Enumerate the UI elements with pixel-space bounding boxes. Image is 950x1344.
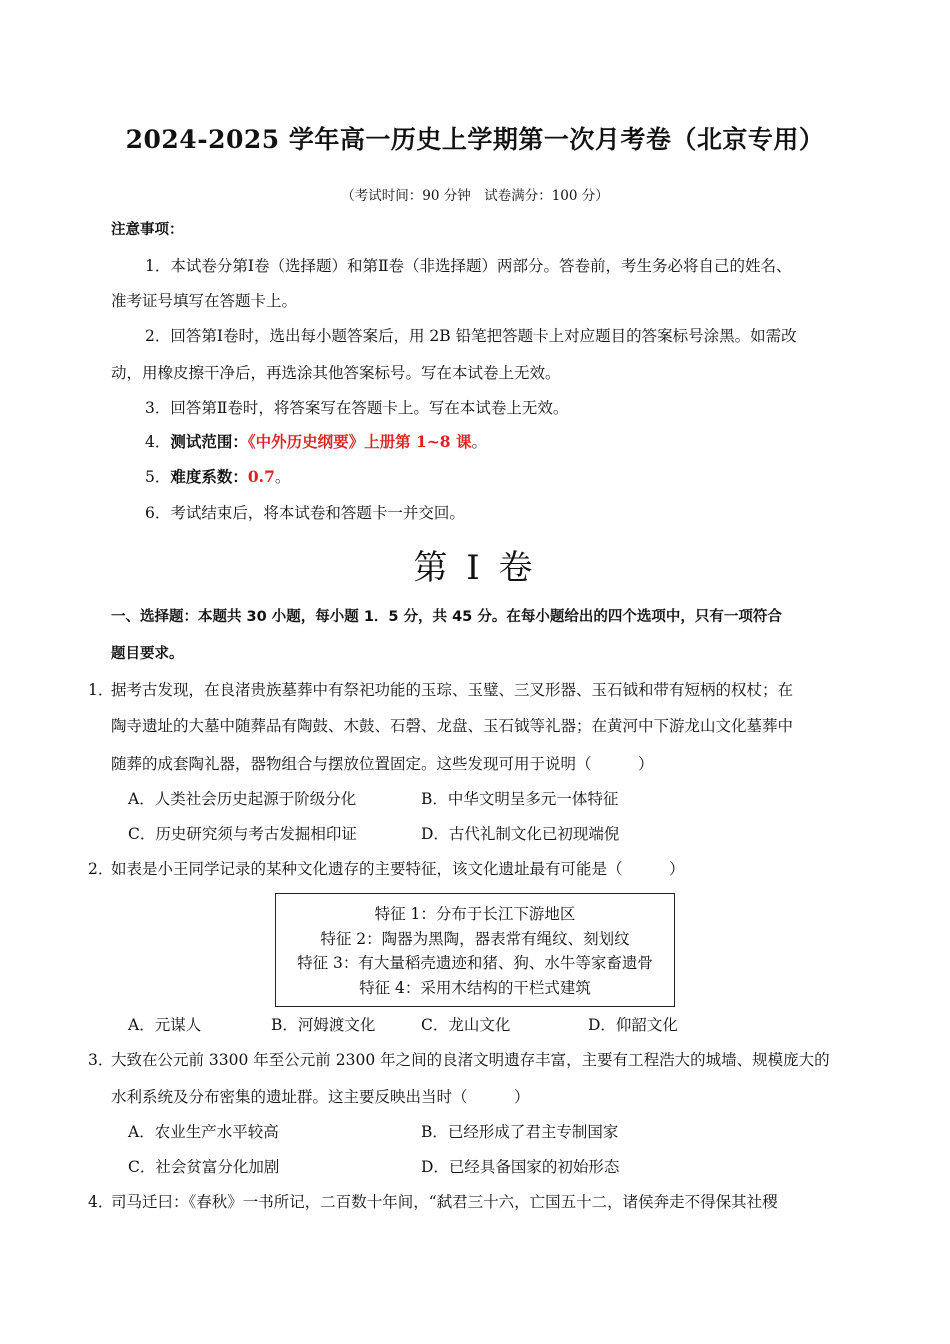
- question-3-text-line-2: 水利系统及分布密集的遗址群。这主要反映出当时（ ）: [111, 1088, 530, 1106]
- notice-item-3: 3．回答第Ⅱ卷时，将答案写在答题卡上。写在本试卷上无效。: [145, 399, 569, 417]
- feature-4: 特征 4：采用木结构的干栏式建筑: [359, 978, 591, 997]
- question-4-number: 4．: [88, 1193, 114, 1211]
- question-2-number: 2．: [88, 860, 114, 878]
- question-3-option-a[interactable]: A．农业生产水平较高: [128, 1123, 279, 1141]
- question-1-text-line-2: 陶寺遗址的大墓中随葬品有陶鼓、木鼓、石磬、龙盘、玉石钺等礼器；在黄河中下游龙山文化墓葬中: [111, 717, 794, 735]
- notice-item-6: 6．考试结束后，将本试卷和答题卡一并交回。: [145, 504, 465, 522]
- notice-item-4-prefix: 4．: [145, 433, 171, 451]
- notice-item-1-line-1: 1．本试卷分第Ⅰ卷（选择题）和第Ⅱ卷（非选择题）两部分。答卷前，考生务必将自己的姓名、: [145, 257, 792, 275]
- notice-item-4-suffix: 。: [471, 433, 488, 451]
- question-3-option-d[interactable]: D．已经具备国家的初始形态: [421, 1158, 620, 1176]
- question-2-option-b[interactable]: B．河姆渡文化: [271, 1016, 376, 1034]
- question-1-text-line-3: 随葬的成套陶礼器，器物组合与摆放位置固定。这些发现可用于说明（ ）: [111, 755, 654, 773]
- feature-3: 特征 3：有大量稻壳遗迹和猪、狗、水牛等家畜遗骨: [297, 954, 653, 972]
- question-1-option-c[interactable]: C．历史研究须与考古发掘相印证: [128, 825, 357, 843]
- difficulty-label: 难度系数：: [170, 467, 248, 486]
- notice-item-5-prefix: 5．: [145, 468, 171, 486]
- exam-subtitle: （考试时间：90 分钟 试卷满分：100 分）: [341, 188, 609, 204]
- question-1-option-b[interactable]: B．中华文明呈多元一体特征: [421, 790, 619, 808]
- question-1-text-line-1: 据考古发现，在良渚贵族墓葬中有祭祀功能的玉琮、玉璧、三叉形器、玉石钺和带有短柄的权杖；在: [111, 681, 794, 699]
- test-scope-label: 测试范围：: [170, 432, 248, 451]
- question-3-option-c[interactable]: C．社会贫富分化加剧: [128, 1158, 280, 1176]
- feature-table: [275, 893, 675, 1007]
- question-3-text-line-1: 大致在公元前 3300 年至公元前 2300 年之间的良渚文明遗存丰富，主要有工程浩大的城墙、规模庞大的: [111, 1051, 830, 1069]
- question-1-option-d[interactable]: D．古代礼制文化已初现端倪: [421, 825, 620, 843]
- question-2-option-d[interactable]: D．仰韶文化: [588, 1016, 678, 1034]
- test-scope-value: 《中外历史纲要》上册第 1~8 课: [247, 432, 472, 451]
- question-2-text-line-1: 如表是小王同学记录的某种文化遗存的主要特征，该文化遗址最有可能是（ ）: [111, 860, 685, 878]
- question-3-number: 3．: [88, 1051, 114, 1069]
- question-1-option-a[interactable]: A．人类社会历史起源于阶级分化: [128, 790, 357, 808]
- notice-item-1-line-2: 准考证号填写在答题卡上。: [111, 292, 298, 310]
- notice-item-2-line-1: 2．回答第Ⅰ卷时，选出每小题答案后，用 2B 铅笔把答题卡上对应题目的答案标号涂黑。如需改: [145, 327, 797, 345]
- feature-2: 特征 2：陶器为黑陶，器表常有绳纹、刻划纹: [320, 929, 630, 948]
- question-3-option-b[interactable]: B．已经形成了君主专制国家: [421, 1123, 619, 1141]
- question-2-option-a[interactable]: A．元谋人: [128, 1016, 202, 1034]
- notice-item-5-suffix: 。: [274, 468, 291, 486]
- section-title: 第 I 卷: [413, 548, 537, 588]
- notice-item-5: [145, 467, 290, 487]
- part-one-heading-line-2: 题目要求。: [111, 646, 184, 662]
- question-2-option-c[interactable]: C．龙山文化: [421, 1016, 511, 1034]
- notice-item-2-line-2: 动，用橡皮擦干净后，再选涂其他答案标号。写在本试卷上无效。: [111, 364, 561, 382]
- question-4-text-line-1: 司马迁曰：《春秋》一书所记，二百数十年间，“弑君三十六，亡国五十二，诸侯奔走不得保其社稷: [111, 1193, 778, 1211]
- question-1-number: 1．: [88, 681, 114, 699]
- part-one-heading-line-1: 一、选择题：本题共 30 小题，每小题 1．5 分，共 45 分。在每小题给出的四个选项中，只有一项符合: [111, 609, 782, 625]
- notice-item-4: [145, 432, 487, 452]
- notice-heading: 注意事项：: [111, 222, 184, 238]
- feature-1: 特征 1：分布于长江下游地区: [374, 905, 576, 923]
- exam-title: 2024-2025 学年高一历史上学期第一次月考卷（北京专用）: [125, 125, 825, 154]
- difficulty-value: 0.7: [247, 467, 275, 486]
